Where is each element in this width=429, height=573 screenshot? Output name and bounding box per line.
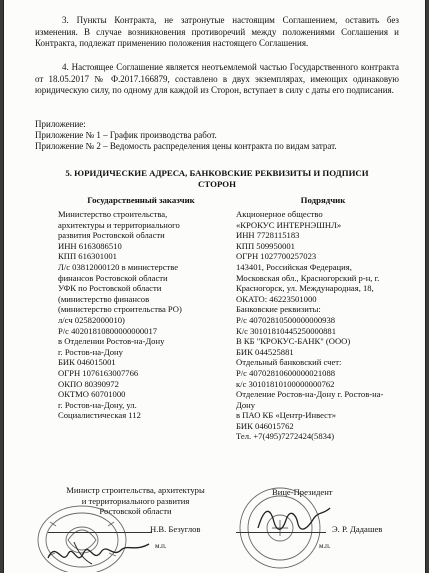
customer-signatory-line-3: Ростовской области — [99, 506, 172, 517]
paragraph-3: 3. Пункты Контракта, не затронутые настоящим Соглашением, оставить без изменения. В случае возникновения противоречий между положениями Соглашения и Контракта, подлежат применению положения настоящего Соглашения. — [35, 15, 399, 48]
customer-line: ИНН 6163086510 — [58, 240, 122, 251]
contractor-line: ОГРН 1027700257023 — [236, 251, 317, 262]
contractor-line: БИК 044525881 — [236, 346, 294, 357]
contractor-heading: Подрядчик — [300, 195, 346, 205]
contractor-line: Р/с 40702810500000000938 — [236, 314, 336, 325]
customer-handwritten-signature — [44, 528, 154, 573]
customer-heading: Государственный заказчик — [87, 195, 195, 205]
customer-line: ОКТМО 60701000 — [58, 389, 126, 400]
contractor-line: к/с 30101810100000000762 — [236, 378, 335, 389]
customer-signatory-line-2: и территориального развития — [81, 495, 190, 506]
contractor-line: К/с 30101810445250000881 — [236, 325, 337, 336]
customer-line: ОКПО 80390972 — [58, 378, 119, 389]
customer-line: архитектуры и территориального — [58, 219, 180, 230]
customer-signatory-line-1: Министр строительства, архитектуры — [66, 485, 205, 495]
contractor-line: ИНН 7728115183 — [236, 230, 300, 241]
customer-line: в Отделении Ростов-на-Дону — [58, 336, 165, 347]
contractor-line: Банковские реквизиты: — [236, 304, 321, 315]
contractor-stamp-mark: м.п. — [319, 542, 331, 550]
customer-line: УФК по Ростовской области — [58, 283, 162, 294]
contractor-line: Красногорск, ул. Международная, 18, — [236, 283, 374, 294]
customer-line: БИК 046015001 — [58, 357, 116, 368]
contractor-requisites — [236, 209, 383, 442]
customer-line: развития Ростовской области — [58, 230, 165, 241]
section-title — [35, 168, 399, 190]
customer-line: финансов Ростовской области — [58, 272, 168, 283]
contractor-line: в ПАО КБ «Центр-Инвест» — [236, 410, 337, 421]
contractor-line: Московская обл., Красногорский р-н, г. — [236, 272, 380, 283]
contractor-line: КПП 509950001 — [236, 240, 295, 251]
customer-stamp-mark: м.п. — [155, 542, 167, 550]
attachments-title: Приложение: — [35, 119, 86, 129]
contractor-line: БИК 046015762 — [236, 420, 294, 431]
customer-line: Социалистическая 112 — [58, 410, 141, 421]
customer-line: л/сч 02582000010) — [58, 314, 125, 325]
contractor-handwritten-signature — [254, 500, 334, 540]
attachment-1: Приложение № 1 – График производства работ. — [35, 130, 217, 140]
paragraph-4: 4. Настоящее Соглашение является неотъемлемой частью Государственного контракта от 18.05.2017 № Ф.2017.166879, составлено в двух экземплярах, имеющих одинаковую юридическую силу, по одному для каждой из Сторон, вступает в силу с даты его подписания. — [35, 62, 399, 95]
contractor-line: Отдельный банковский счет: — [236, 357, 342, 368]
contractor-line: Акционерное общество — [236, 209, 323, 219]
customer-line: (министерство строительства РО) — [58, 304, 182, 315]
section-title-line-1: 5. ЮРИДИЧЕСКИЕ АДРЕСА, БАНКОВСКИЕ РЕКВИЗИТЫ И ПОДПИСИ — [65, 168, 369, 178]
customer-line: (министерство финансов — [58, 293, 150, 304]
attachment-2: Приложение № 2 – Ведомость распределения цены контракта по видам затрат. — [35, 141, 337, 151]
contractor-line: Отделение Ростов-на-Дону г. Ростов-на- — [236, 389, 384, 400]
customer-line: г. Ростов-на-Дону — [58, 346, 123, 357]
customer-signatory-name: Н.В. Безуглов — [150, 524, 201, 534]
contractor-line: В КБ "КРОКУС-БАНК" (ООО) — [236, 336, 351, 347]
customer-line: г. Ростов-на-Дону, ул. — [58, 399, 137, 410]
contractor-line: Тел. +7(495)7272424(5834) — [236, 431, 335, 442]
contractor-line: «КРОКУС ИНТЕРНЭШНЛ» — [236, 219, 342, 230]
contractor-line: ОКАТО: 46223501000 — [236, 293, 317, 304]
customer-line: КПП 616301001 — [58, 251, 117, 262]
contractor-line: Р/с 40702810600000021088 — [236, 367, 336, 378]
customer-line: Министерство строительства, — [58, 209, 168, 219]
customer-line: ОГРН 1076163007766 — [58, 367, 139, 378]
contractor-line: Дону — [236, 399, 256, 410]
contractor-line: 143401, Российская Федерация, — [236, 261, 352, 272]
document-page — [4, 0, 425, 573]
section-title-line-2: СТОРОН — [198, 179, 236, 189]
contractor-signatory-name: Э. Р. Дадашев — [332, 524, 383, 534]
contractor-signatory-title: Вице-Президент — [272, 487, 333, 497]
customer-line: Р/с 40201810800000000017 — [58, 325, 158, 336]
customer-requisites — [58, 209, 182, 421]
customer-line: Л/с 03812000120 в министерстве — [58, 261, 179, 272]
